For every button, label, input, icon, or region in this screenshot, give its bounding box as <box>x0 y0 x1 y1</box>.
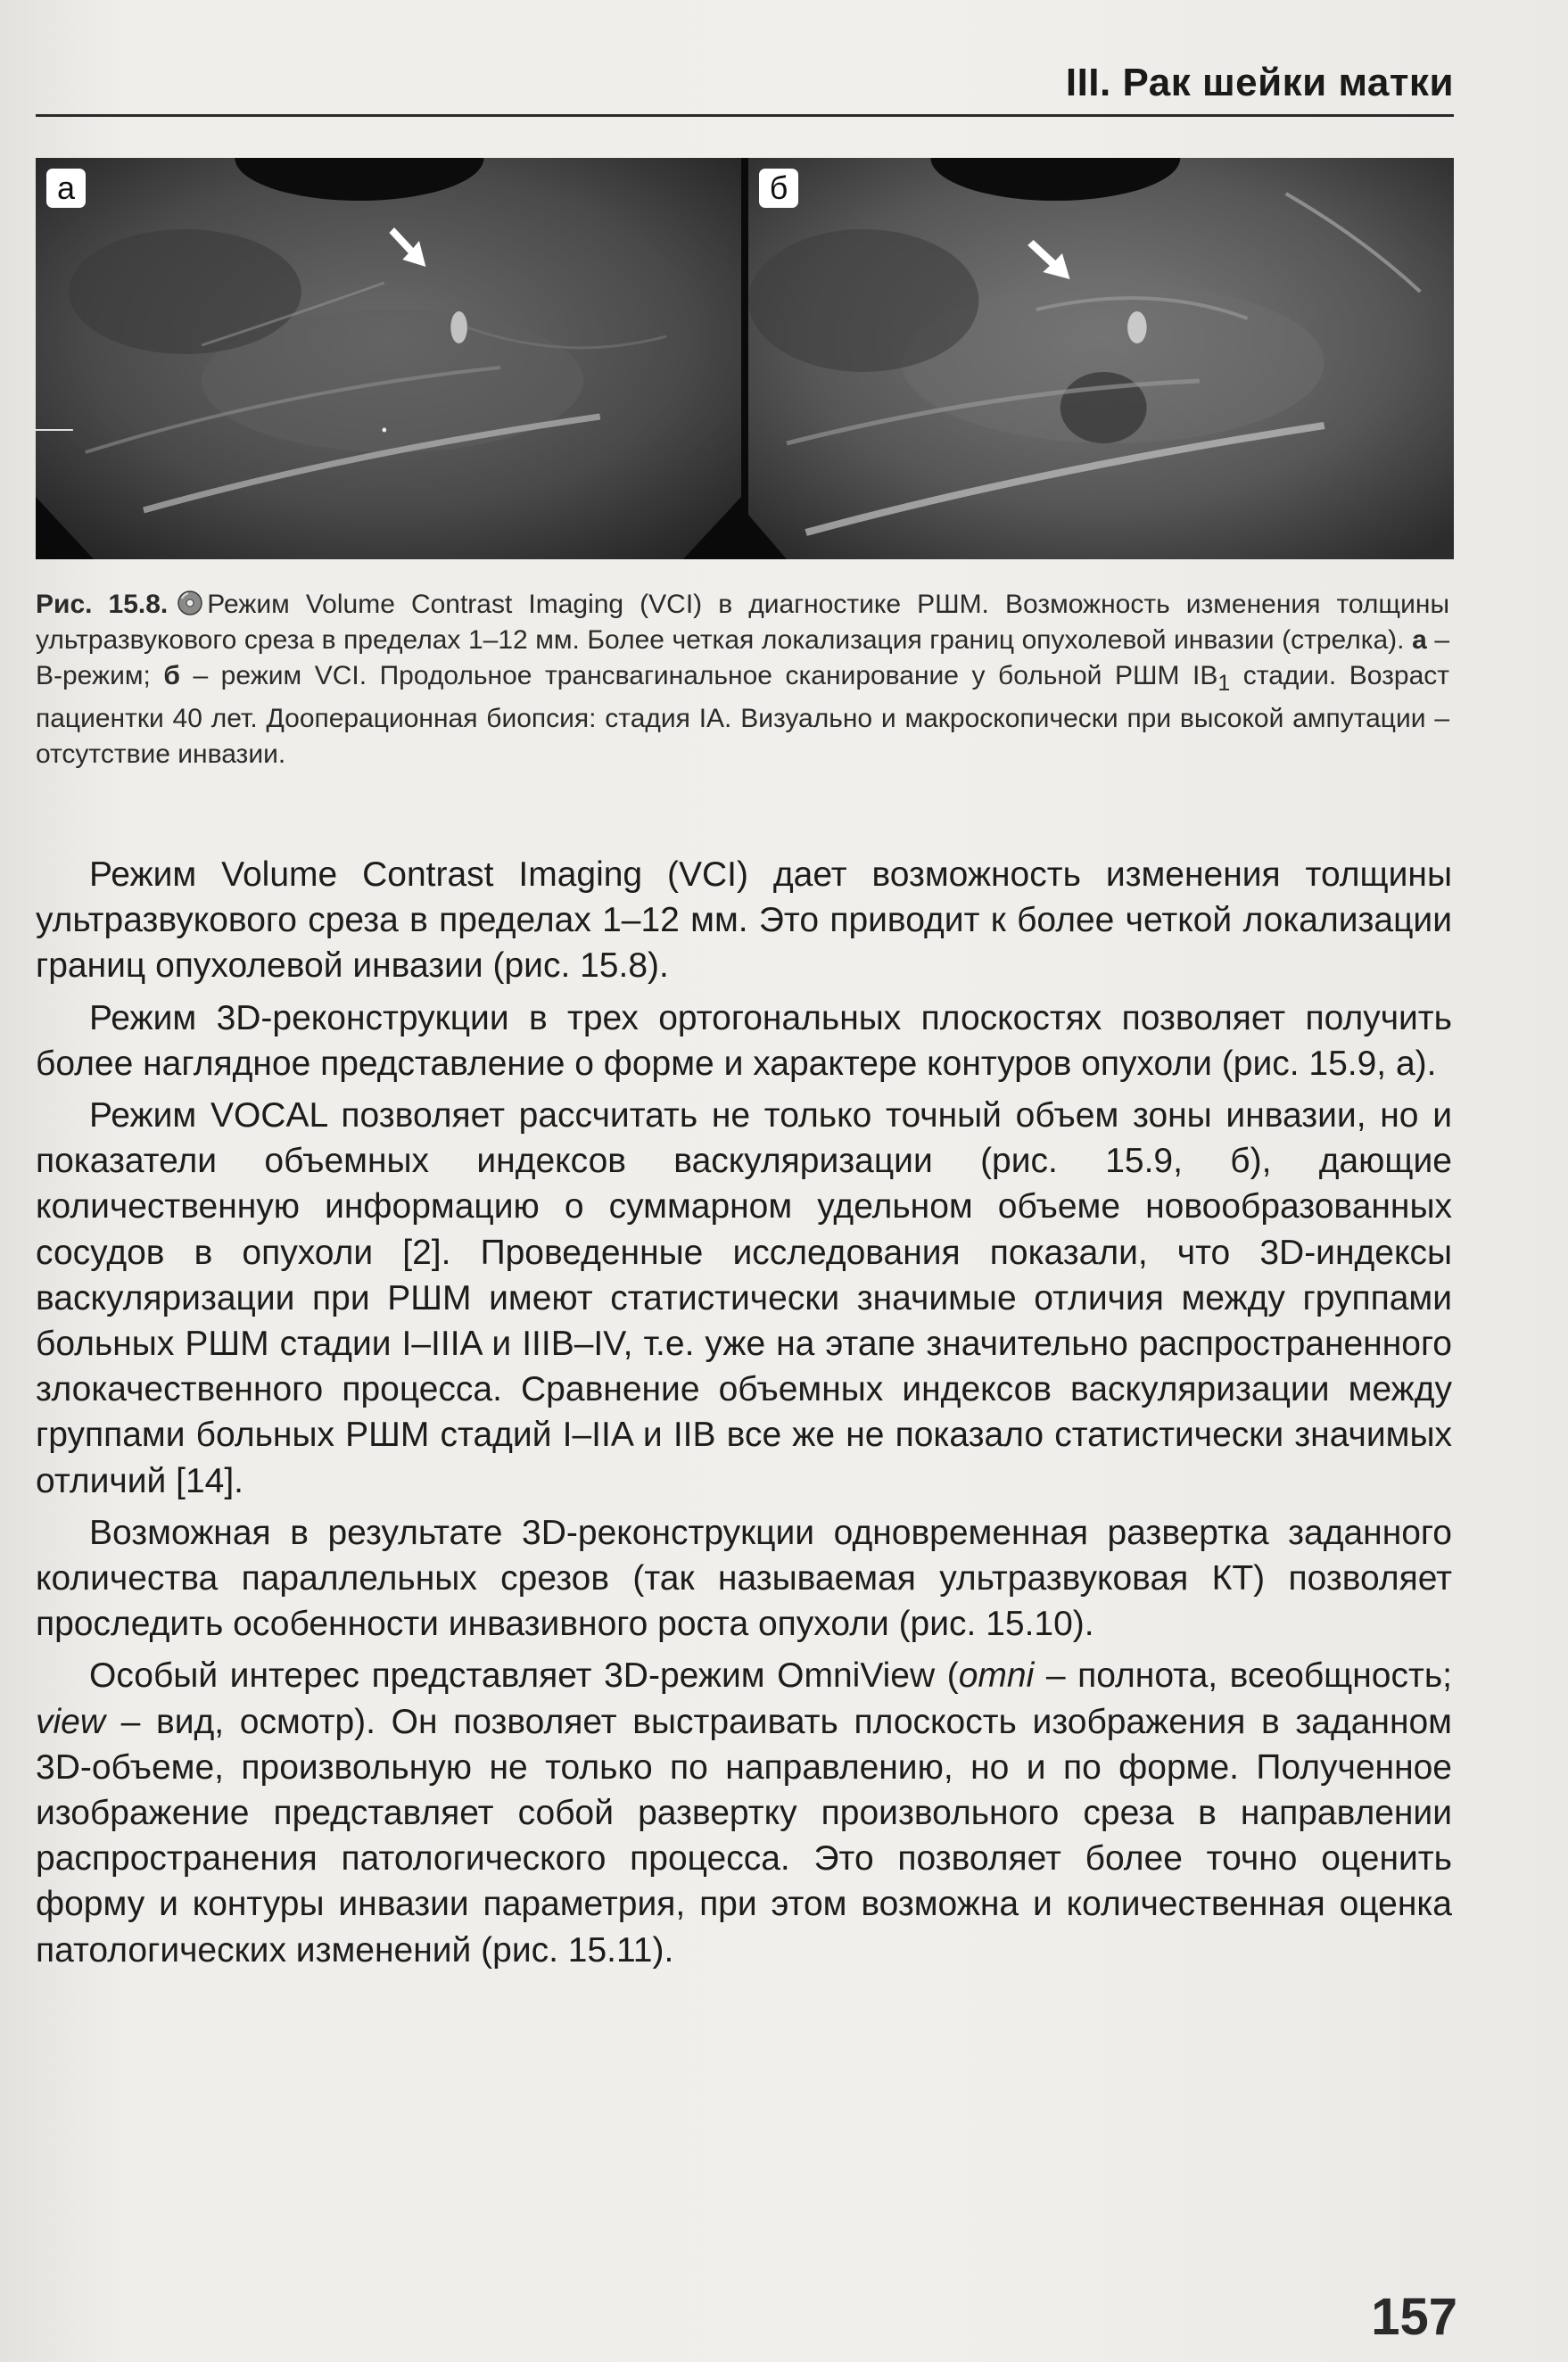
term-omni: omni <box>958 1656 1035 1696</box>
caption-text-4: стадии. Возраст пациентки 40 лет. Дооперационная биопсия: стадия IA. Визуально и макроскопически при высокой ампутации – отсутствие инвазии. <box>36 661 1450 769</box>
caption-text-3: – режим VCI. Продольное трансвагинальное сканирование у больной РШМ IB <box>193 661 1218 690</box>
paragraph-5-part-a: Особый интерес представляет 3D-режим OmniView ( <box>89 1656 959 1696</box>
paragraph-5-part-c: – вид, осмотр). Он позволяет выстраивать плоскость изображения в заданном 3D-объеме, произвольную не только по направлению, но и по форме. Полученное изображение представляет собой развертку произвольного среза в направлении распространения патологического процесса. Это позволяет более точно оценить форму и контуры инвазии параметрия, при этом возможна и количественная оценка патологических изменений (рис. 15.11). <box>36 1702 1452 1970</box>
page-number: 157 <box>1371 2288 1457 2346</box>
term-view: view <box>36 1702 106 1741</box>
panel-label-a: а <box>46 169 86 208</box>
paragraph-2: Режим 3D-реконструкции в трех ортогональных плоскостях позволяет получить более наглядное представление о форме и характере контуров опухоли (рис. 15.9, а). <box>36 998 1452 1083</box>
ultrasound-panel-b <box>748 158 1454 559</box>
ultrasound-image-a <box>36 158 741 559</box>
paragraph-4: Возможная в результате 3D-реконструкции одновременная развертка заданного количества параллельных срезов (так называемая ультразвуковая КТ) позволяет проследить особенности инвазивного роста опухоли (рис. 15.10). <box>36 1513 1452 1644</box>
paragraph-1: Режим Volume Contrast Imaging (VCI) дает возможность изменения толщины ультразвукового среза в пределах 1–12 мм. Это приводит к более четкой локализации границ опухолевой инвазии (рис. 15.8). <box>36 855 1452 986</box>
panel-label-b: б <box>759 169 798 208</box>
ultrasound-panel-a <box>36 158 741 559</box>
running-header: III. Рак шейки матки <box>1065 61 1454 104</box>
paragraph-5-part-b: – полнота, всеобщность; <box>1034 1656 1452 1696</box>
paragraph-5 <box>36 1653 1452 1972</box>
body-text <box>36 852 1452 1973</box>
caption-text-2: – В-режим; <box>36 625 1450 690</box>
paragraph-3: Режим VOCAL позволяет рассчитать не только точный объем зоны инвазии, но и показатели объемных индексов васкуляризации (рис. 15.9, б), дающие количественную информацию о суммарном удельном объеме новообразованных сосудов в опухоли [2]. Проведенные исследования показали, что 3D-индексы васкуляризации при РШМ имеют статистически значимые отличия между группами больных РШМ стадии I–IIIA и IIIB–IV, т.е. уже на этапе значительно распространенного злокачественного процесса. Сравнение объемных индексов васкуляризации между группами больных РШМ стадий I–IIA и IIB все же не показало статистически значимых отличий [14]. <box>36 1096 1452 1500</box>
figure-caption <box>36 587 1449 772</box>
caption-text-1: Режим Volume Contrast Imaging (VCI) в диагностике РШМ. Возможность изменения толщины ультразвукового среза в пределах 1–12 мм. Более четкая локализация границ опухолевой инвазии (стрелка). <box>36 590 1450 655</box>
header-rule <box>36 114 1454 117</box>
caption-letter-a: а <box>1412 625 1427 655</box>
caption-letter-b: б <box>163 661 180 690</box>
disc-icon <box>177 590 203 616</box>
caption-subscript: 1 <box>1217 671 1231 696</box>
ultrasound-image-b <box>748 158 1454 559</box>
figure-number: Рис. 15.8. <box>36 590 169 619</box>
figure-15-8 <box>36 158 1454 559</box>
